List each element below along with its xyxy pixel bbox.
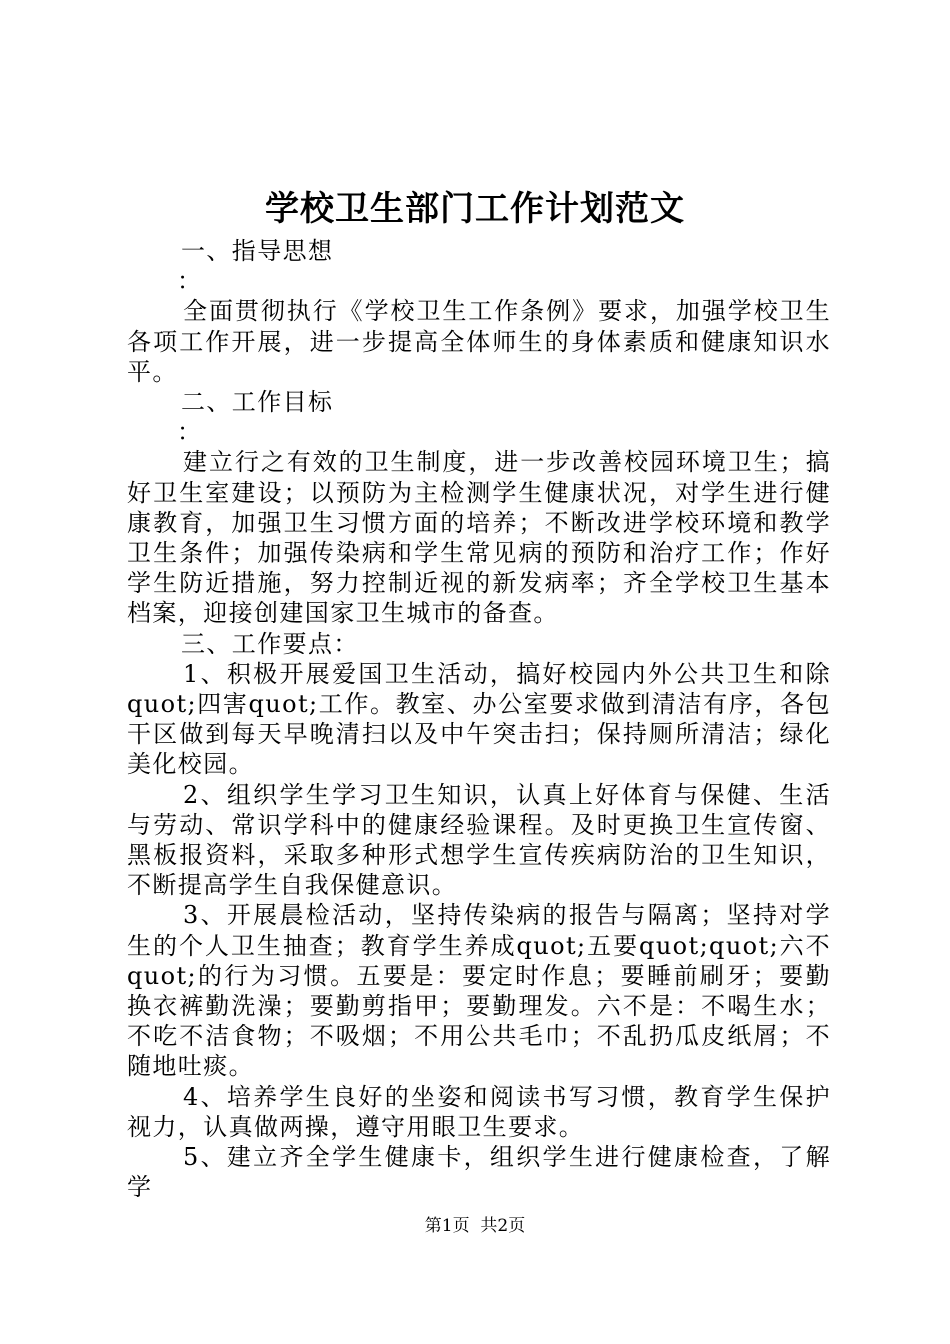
work-item-1: 1、积极开展爱国卫生活动，搞好校园内外公共卫生和除quot;四害quot;工作。教室、办公室要求做到清洁有序，各包干区做到每天早晚清扫以及中午突击扫；保持厕所清洁；绿化美化校园。 <box>127 659 831 779</box>
work-item-5: 5、建立齐全学生健康卡，组织学生进行健康检查，了解学 <box>127 1143 831 1202</box>
work-item-4: 4、培养学生良好的坐姿和阅读书写习惯，教育学生保护视力，认真做两操，遵守用眼卫生要求。 <box>127 1082 831 1141</box>
section2-paragraph: 建立行之有效的卫生制度，进一步改善校园环境卫生；搞好卫生室建设；以预防为主检测学生健康状况，对学生进行健康教育，加强卫生习惯方面的培养；不断改进学校环境和教学卫生条件；加强传染病和学生常见病的预防和治疗工作；作好学生防近措施，努力控制近视的新发病率；齐全学校卫生基本档案，迎接创建国家卫生城市的备查。 <box>127 448 831 628</box>
section1-paragraph: 全面贯彻执行《学校卫生工作条例》要求，加强学校卫生各项工作开展，进一步提高全体师生的身体素质和健康知识水平。 <box>127 297 831 386</box>
section1-colon: ： <box>177 267 203 296</box>
work-item-2: 2、组织学生学习卫生知识，认真上好体育与保健、生活与劳动、常识学科中的健康经验课程。及时更换卫生宣传窗、黑板报资料，采取多种形式想学生宣传疾病防治的卫生知识，不断提高学生自我保健意识。 <box>127 780 831 900</box>
section2-heading: 二、工作目标 <box>181 388 334 417</box>
work-item-3: 3、开展晨检活动，坚持传染病的报告与隔离；坚持对学生的个人卫生抽查；教育学生养成quot;五要quot;quot;六不quot;的行为习惯。五要是：要定时作息；要睡前刷牙；要勤换衣裤勤洗澡；要勤剪指甲；要勤理发。六不是：不喝生水；不吃不洁食物；不吸烟；不用公共毛巾；不乱扔瓜皮纸屑；不随地吐痰。 <box>127 901 831 1081</box>
section3-heading: 三、工作要点： <box>181 629 359 658</box>
document-body <box>127 236 831 1203</box>
page-number-label: 第1页 共2页 <box>424 1216 526 1236</box>
section2-colon: ： <box>177 418 203 447</box>
document-title: 学校卫生部门工作计划范文 <box>265 189 685 229</box>
page-footer <box>0 1214 950 1238</box>
section1-heading: 一、指导思想 <box>181 237 334 265</box>
